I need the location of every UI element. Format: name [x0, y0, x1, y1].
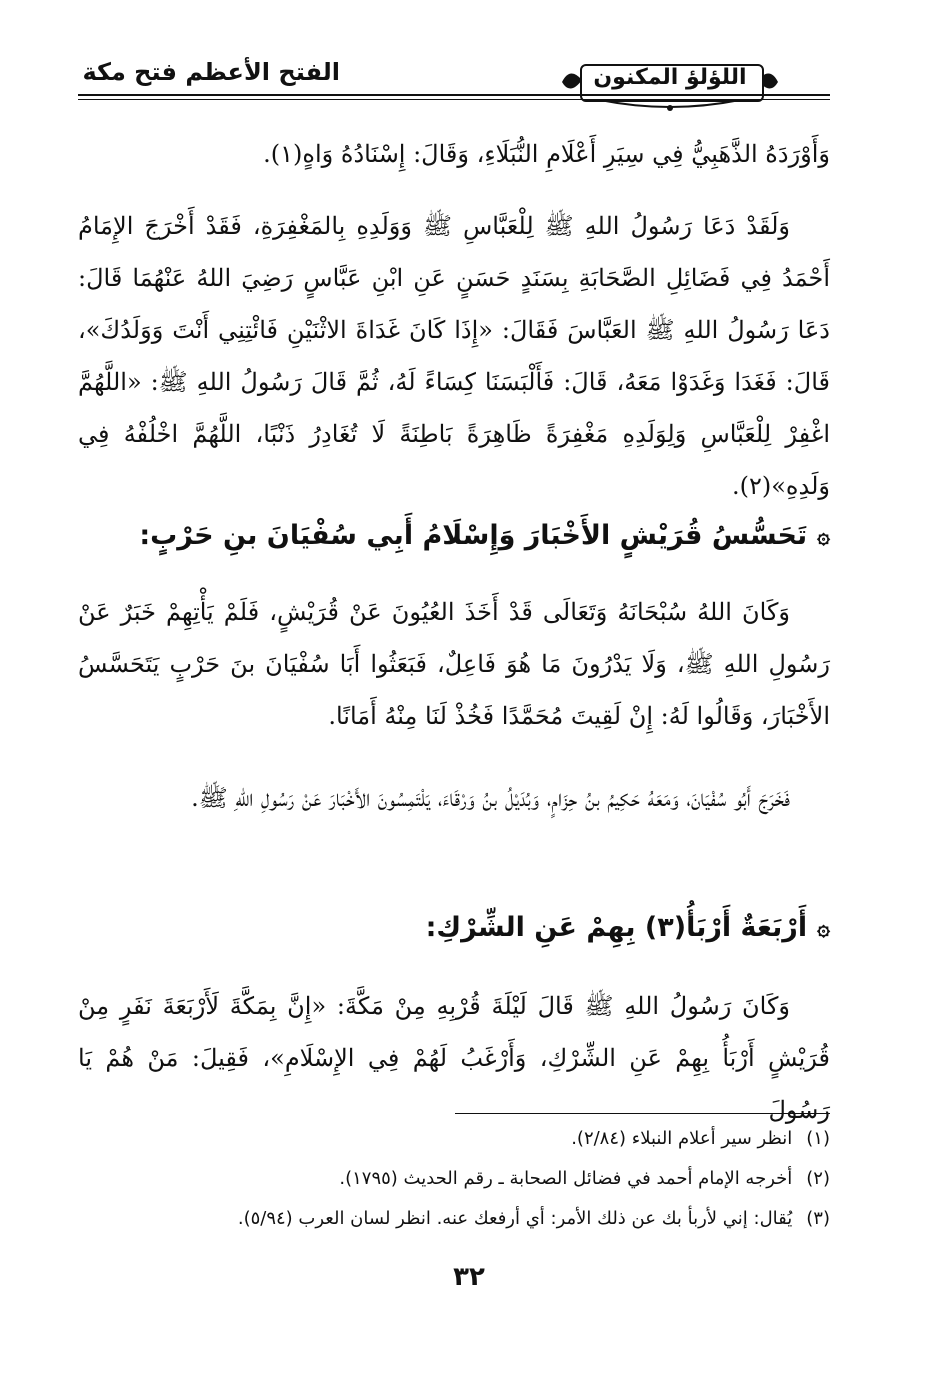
chapter-title: الفتح الأعظم فتح مكة: [82, 58, 340, 86]
footnote-2: [78, 1168, 830, 1189]
paragraph-3: وَكَانَ اللهُ سُبْحَانَهُ وَتَعَالَى قَدْ أَخَذَ العُيُونَ عَنْ قُرَيْشٍ، فَلَمْ يَأْتِهِمْ خَبَرٌ عَنْ رَسُولِ اللهِ ﷺ، وَلَا يَدْرُونَ مَا هُوَ فَاعِلٌ، فَبَعَثُوا أَبَا سُفْيَانَ بنَ حَرْبٍ يَتَحَسَّسُ الأَخْبَارَ، وَقَالُوا لَهُ: إِنْ لَقِيتَ مُحَمَّدًا فَخُذْ لَنَا مِنْهُ أَمَانًا.: [78, 598, 830, 730]
footnote-number: (٣): [806, 1208, 830, 1229]
section-heading-2: [78, 912, 830, 943]
footnote-number: (١): [806, 1128, 830, 1149]
footnote-text: انظر سير أعلام النبلاء (٢/٨٤).: [571, 1128, 793, 1149]
footnote-text: يُقال: إني لأربأ بك عن ذلك الأمر: أي أرفعك عنه. انظر لسان العرب (٥/٩٤).: [237, 1208, 793, 1229]
paragraph-2: وَلَقَدْ دَعَا رَسُولُ اللهِ ﷺ لِلْعَبَّاسِ ﷺ وَوَلَدِهِ بِالمَغْفِرَةِ، فَقَدْ أَخْرَجَ الإِمَامُ أَحْمَدُ فِي فَضَائِلِ الصَّحَابَةِ بِسَنَدٍ حَسَنٍ عَنِ ابْنِ عَبَّاسٍ رَضِيَ اللهُ عَنْهُمَا قَالَ: دَعَا رَسُولُ اللهِ ﷺ العَبَّاسَ فَقَالَ: «إِذَا كَانَ غَدَاةَ الاثْنَيْنِ فَائْتِنِي أَنْتَ وَوَلَدُكَ»، قَالَ: فَغَدَا وَغَدَوْا مَعَهُ، قَالَ: فَأَلْبَسَنَا كِسَاءً لَهُ، ثُمَّ قَالَ رَسُولُ اللهِ ﷺ: «اللَّهُمَّ اغْفِرْ لِلْعَبَّاسِ وَلِوَلَدِهِ مَغْفِرَةً ظَاهِرَةً بَاطِنَةً لَا تُغَادِرُ ذَنْبًا، اللَّهُمَّ اخْلُفْهُ فِي وَلَدِهِ»(٢).: [78, 212, 830, 500]
header-rule: [78, 94, 830, 96]
footnote-text: أخرجه الإمام أحمد في فضائل الصحابة ـ رقم الحديث (١٧٩٥).: [339, 1168, 793, 1189]
section-heading-text: تَحَسُّسُ قُرَيْشٍ الأَخْبَارَ وَإِسْلَامُ أَبِي سُفْيَانَ بنِ حَرْبٍ:: [139, 520, 808, 551]
section-bullet-icon: ۞: [817, 916, 830, 941]
footnote-3: [78, 1208, 830, 1229]
paragraph-5: وَكَانَ رَسُولُ اللهِ ﷺ قَالَ لَيْلَةَ قُرْبِهِ مِنْ مَكَّةَ: «إِنَّ بِمَكَّةَ لَأَرْبَعَةَ نَفَرٍ مِنْ قُرَيْشٍ أَرْبَأُ بِهِمْ عَنِ الشِّرْكِ، وَأَرْغَبُ لَهُمْ فِي الإِسْلَامِ»، فَقِيلَ: مَنْ هُمْ يَا رَسُولَ: [78, 992, 830, 1124]
title-ornament: [560, 62, 780, 114]
header-rule-thin: [78, 99, 830, 100]
section-heading-text: أَرْبَعَةٌ أَرْبَأُ(٣) بِهِمْ عَنِ الشِّرْكِ:: [425, 912, 808, 943]
footnote-rule: [455, 1113, 830, 1114]
book-title: اللؤلؤ المكنون: [593, 65, 747, 90]
section-bullet-icon: ۞: [817, 524, 830, 549]
section-heading-1: [78, 520, 830, 551]
footnote-1: [78, 1128, 830, 1149]
paragraph-4: فَخَرَجَ أَبُو سُفْيَانَ، وَمَعَهُ حَكِيمُ بنُ حِزَامٍ، وَبُدَيْلُ بنُ وَرْقَاءَ، يَلْتَمِسُونَ الأَخْبَارَ عَنْ رَسُولِ اللهِ ﷺ.: [191, 784, 790, 812]
paragraph-1: وَأَوْرَدَهُ الذَّهَبِيُّ فِي سِيَرِ أَعْلَامِ النُّبَلَاءِ، وَقَالَ: إِسْنَادُهُ وَاهٍ(١).: [263, 140, 830, 168]
footnote-number: (٢): [806, 1168, 830, 1189]
page-number: ٣٢: [453, 1262, 485, 1292]
